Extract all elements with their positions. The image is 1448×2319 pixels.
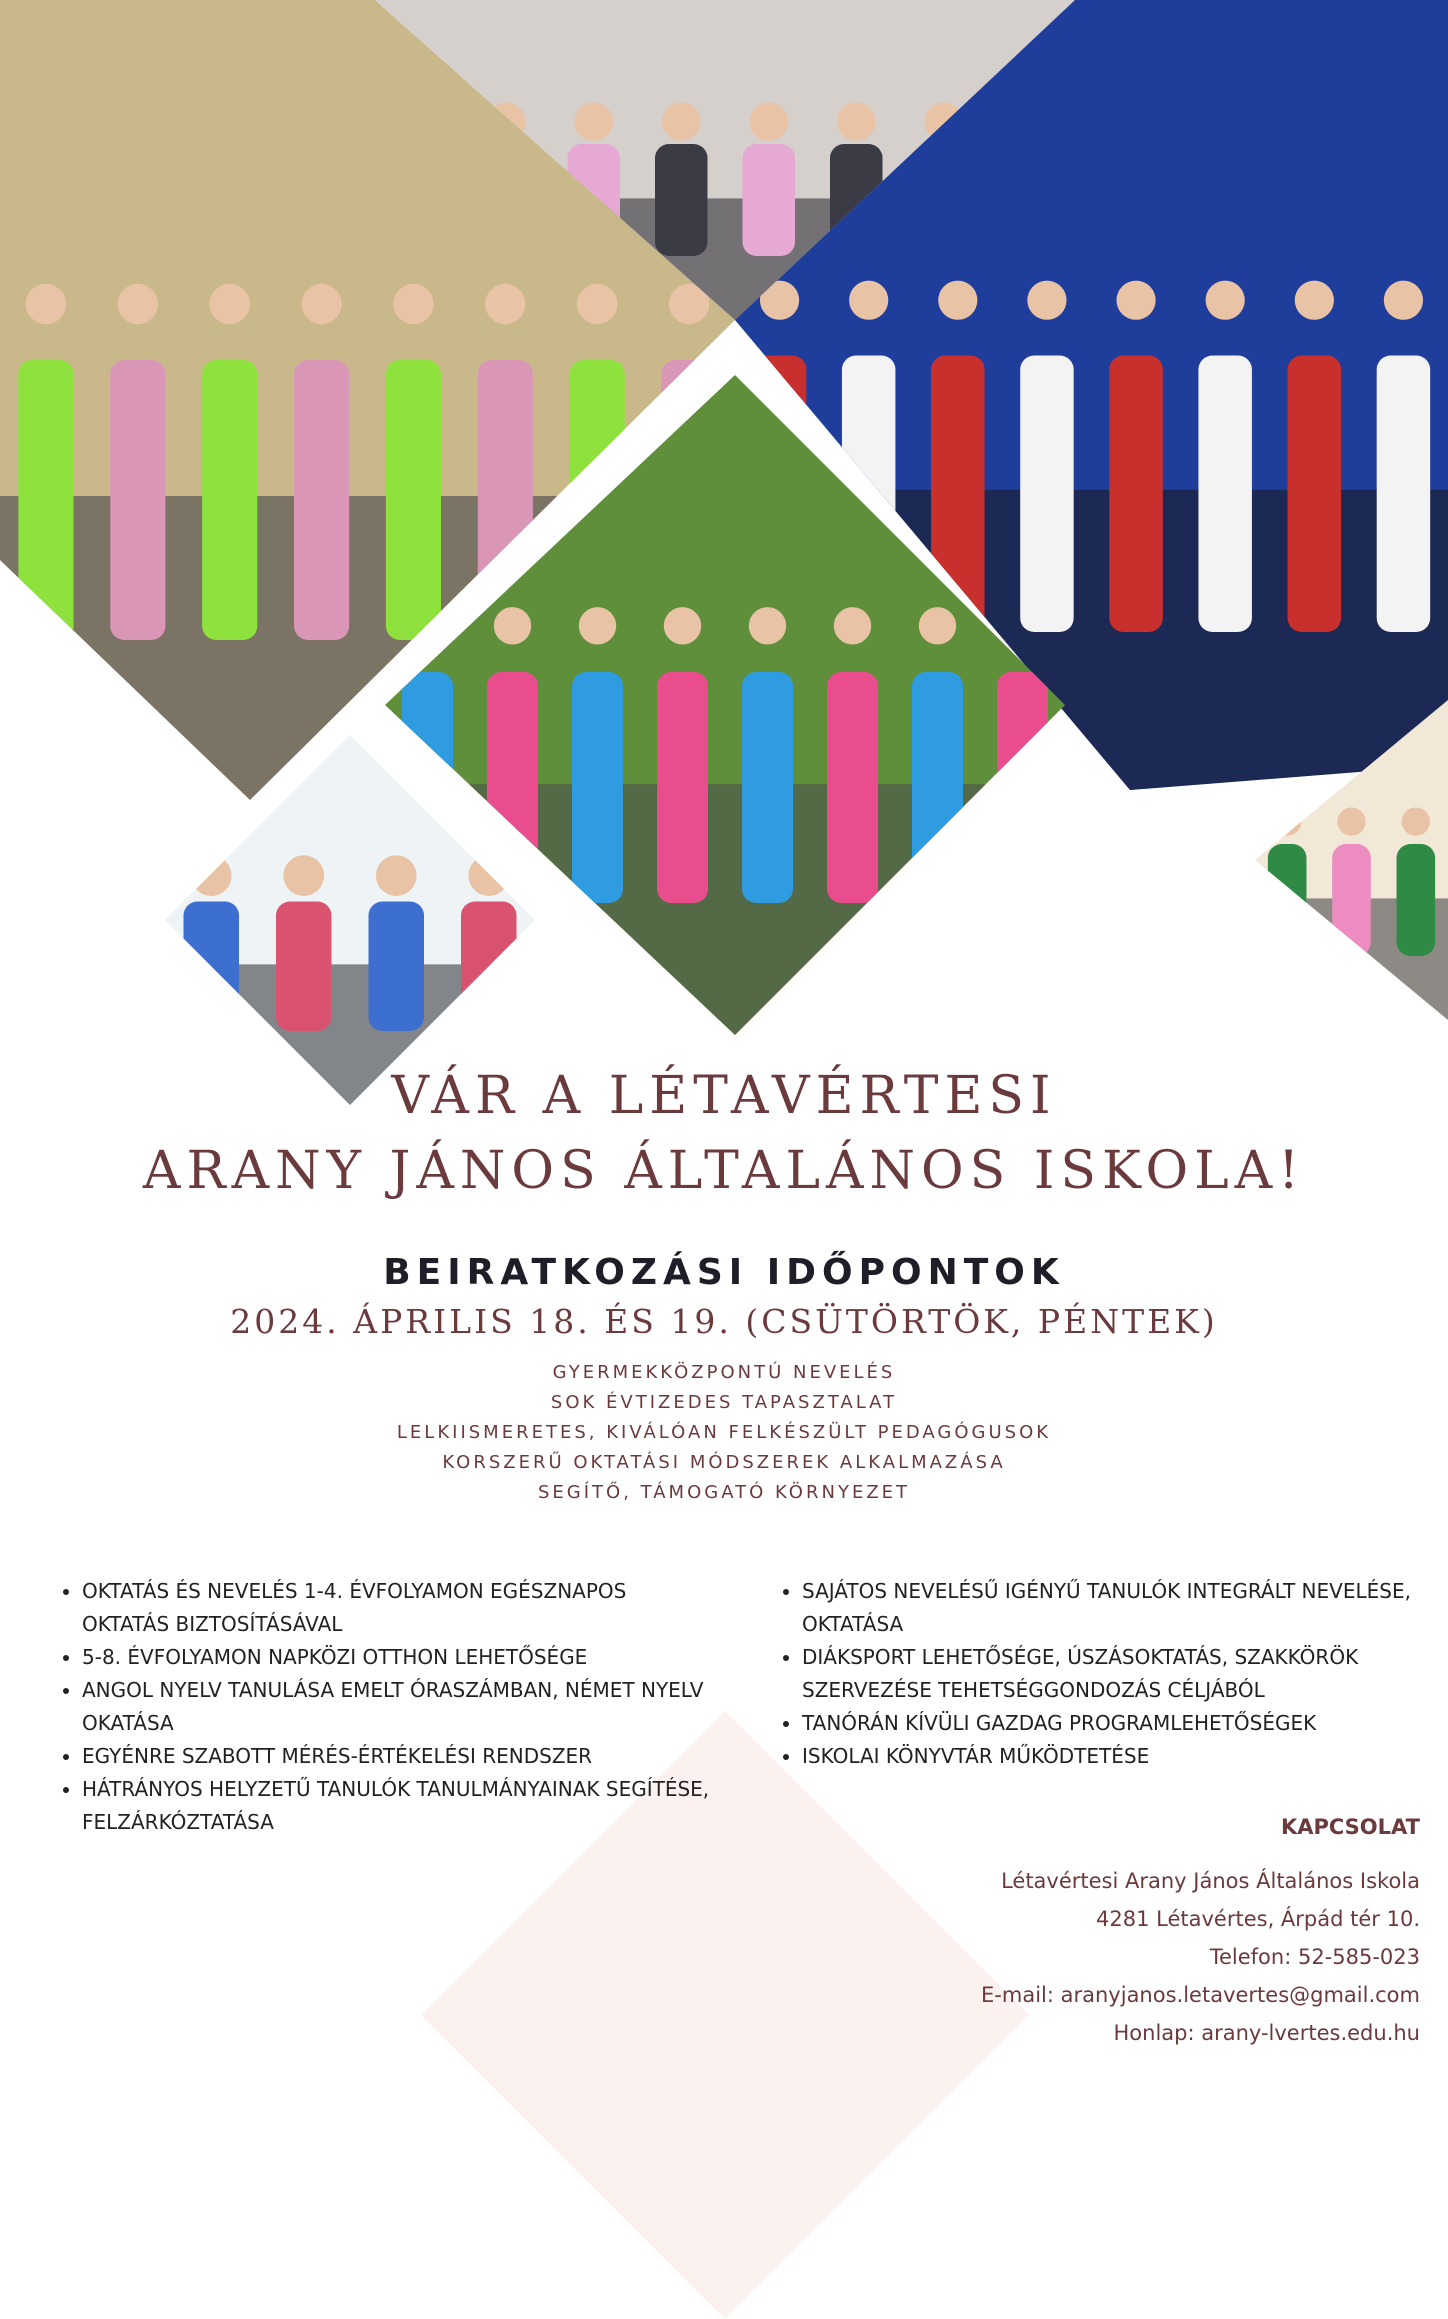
contact-school-name: Létavértesi Arany János Általános Iskola xyxy=(1001,1869,1420,1893)
offer-item: • EGYÉNRE SZABOTT MÉRÉS-ÉRTÉKELÉSI RENDSZER xyxy=(82,1740,712,1773)
photo-collage xyxy=(0,0,1448,1110)
offer-item: • HÁTRÁNYOS HELYZETŰ TANULÓK TANULMÁNYAINAK SEGÍTÉSE, FELZÁRKÓZTATÁSA xyxy=(82,1773,712,1839)
feature-item: SEGÍTŐ, TÁMOGATÓ KÖRNYEZET xyxy=(537,1482,911,1503)
headline-line-1: VÁR A LÉTAVÉRTESI xyxy=(391,1066,1057,1126)
enrollment-title: BEIRATKOZÁSI IDŐPONTOK xyxy=(383,1252,1065,1293)
offer-item: • TANÓRÁN KÍVÜLI GAZDAG PROGRAMLEHETŐSÉGEK xyxy=(802,1707,1422,1740)
offer-item: • 5-8. ÉVFOLYAMON NAPKÖZI OTTHON LEHETŐSÉGE xyxy=(82,1641,712,1674)
offer-item: • OKTATÁS ÉS NEVELÉS 1-4. ÉVFOLYAMON EGÉSZNAPOS OKTATÁS BIZTOSÍTÁSÁVAL xyxy=(82,1575,712,1641)
classroom-photo xyxy=(165,735,535,1105)
headline-line-2: ARANY JÁNOS ÁLTALÁNOS ISKOLA! xyxy=(142,1141,1306,1201)
feature-item: LELKIISMERETES, KIVÁLÓAN FELKÉSZÜLT PEDAGÓGUSOK xyxy=(396,1422,1052,1443)
feature-item: KORSZERŰ OKTATÁSI MÓDSZEREK ALKALMAZÁSA xyxy=(442,1452,1006,1473)
contact-email[interactable]: E-mail: aranyjanos.letavertes@gmail.com xyxy=(981,1983,1420,2007)
offer-list-left xyxy=(62,1575,712,1839)
enrollment-dates: 2024. ÁPRILIS 18. ÉS 19. (CSÜTÖRTÖK, PÉNTEK) xyxy=(230,1302,1218,1341)
pink-kids-photo-image xyxy=(1255,700,1448,1020)
contact-block xyxy=(981,1808,1420,2052)
feature-item: SOK ÉVTIZEDES TAPASZTALAT xyxy=(550,1392,898,1413)
offer-list-right xyxy=(782,1575,1422,1773)
pink-kids-photo xyxy=(1255,700,1448,1020)
contact-title: KAPCSOLAT xyxy=(1280,1815,1420,1839)
contact-address: 4281 Létavértes, Árpád tér 10. xyxy=(1096,1907,1420,1931)
offer-item: • ANGOL NYELV TANULÁSA EMELT ÓRASZÁMBAN, NÉMET NYELV OKATÁSA xyxy=(82,1674,712,1740)
feature-item: GYERMEKKÖZPONTÚ NEVELÉS xyxy=(552,1362,896,1383)
offer-item: • DIÁKSPORT LEHETŐSÉGE, ÚSZÁSOKTATÁS, SZAKKÖRÖK SZERVEZÉSE TEHETSÉGGONDOZÁS CÉLJÁBÓL xyxy=(802,1641,1422,1707)
contact-website[interactable]: Honlap: arany-lvertes.edu.hu xyxy=(1113,2021,1420,2045)
offer-item: • SAJÁTOS NEVELÉSŰ IGÉNYŰ TANULÓK INTEGRÁLT NEVELÉSE, OKTATÁSA xyxy=(802,1575,1422,1641)
feature-list xyxy=(0,1358,1448,1508)
offer-item: • ISKOLAI KÖNYVTÁR MŰKÖDTETÉSE xyxy=(802,1740,1422,1773)
contact-phone[interactable]: Telefon: 52-585-023 xyxy=(1209,1945,1420,1969)
classroom-photo-image xyxy=(165,735,535,1105)
